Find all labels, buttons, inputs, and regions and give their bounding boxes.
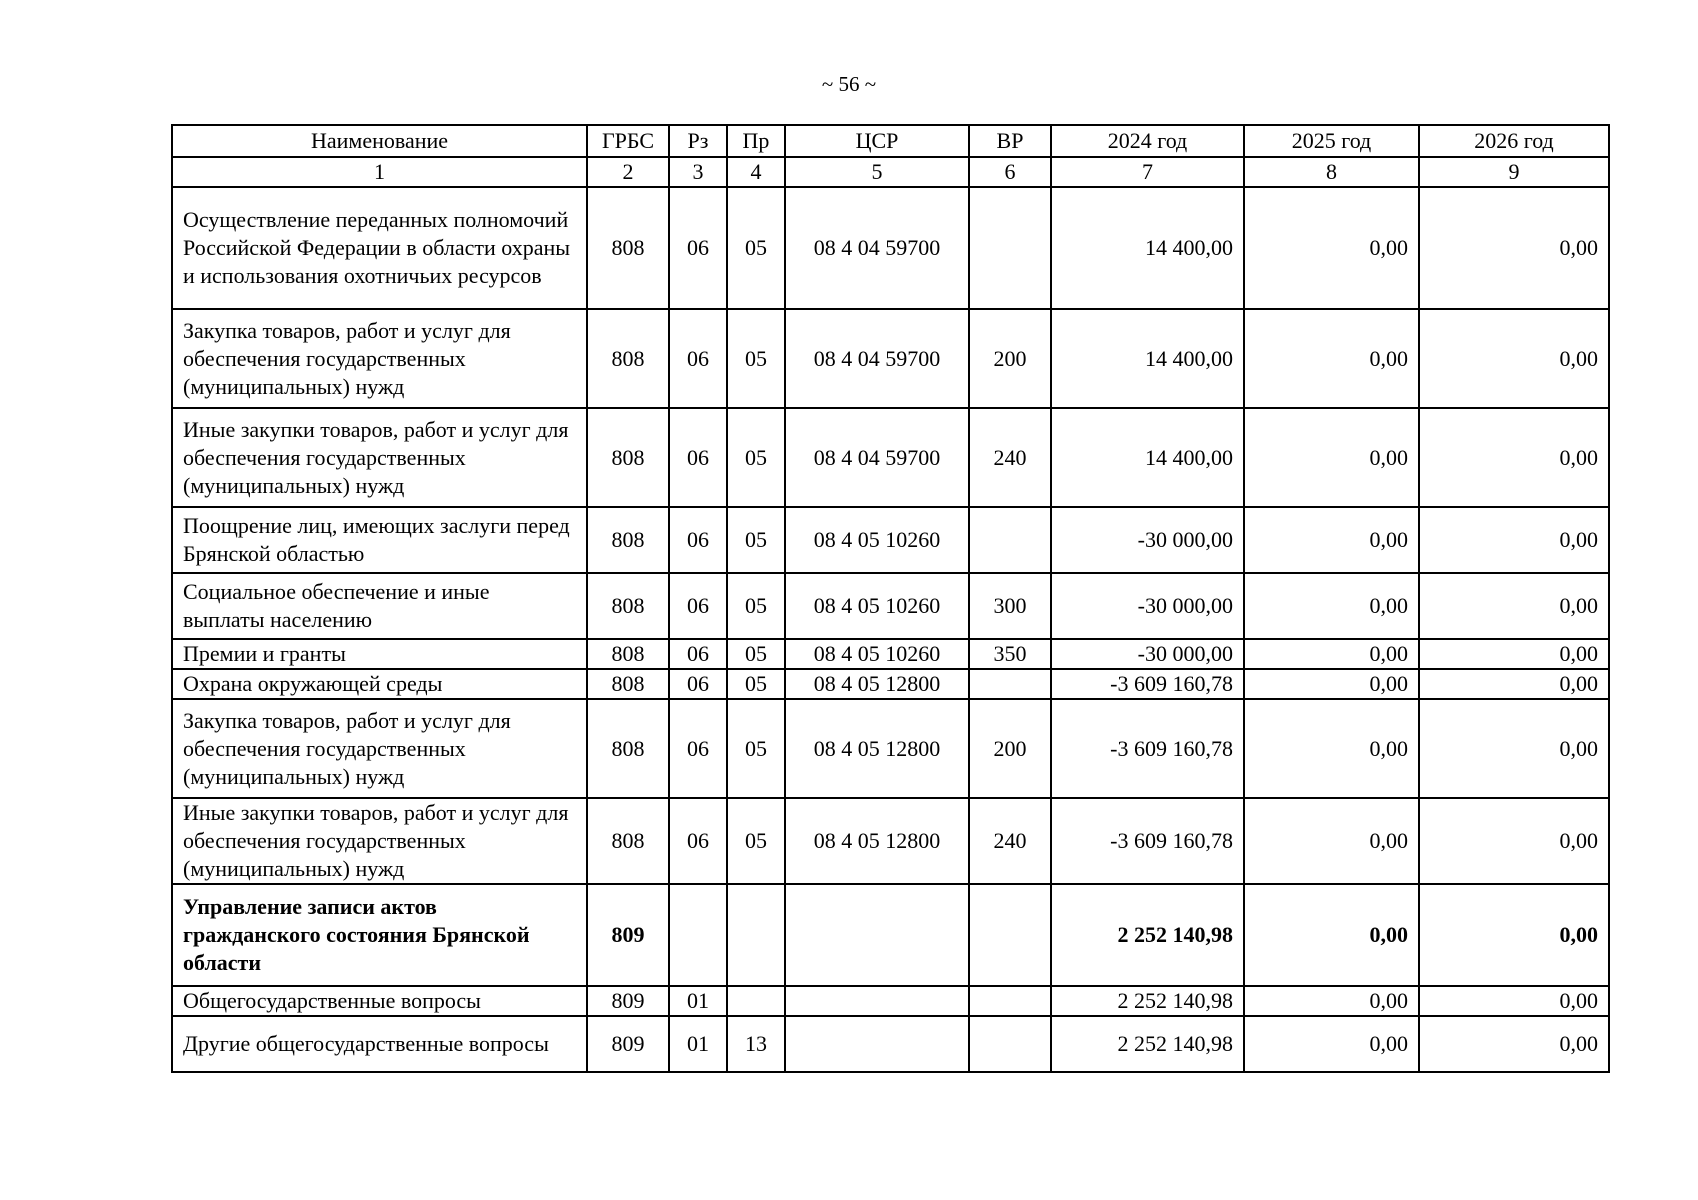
column-header: Наименование: [172, 125, 587, 157]
table-row: [172, 699, 1609, 798]
column-number: 3: [669, 157, 727, 187]
cell-2025: 0,00: [1244, 699, 1419, 798]
column-header: Пр: [727, 125, 785, 157]
cell-2026: 0,00: [1419, 187, 1609, 309]
cell-csr: 08 4 05 12800: [785, 669, 969, 699]
cell-2026: 0,00: [1419, 986, 1609, 1016]
cell-name: Осуществление переданных полномочий Российской Федерации в области охраны и использования охотничьих ресурсов: [172, 187, 587, 309]
header-row: [172, 125, 1609, 157]
cell-pr: 05: [727, 798, 785, 884]
column-number-row: [172, 157, 1609, 187]
table-row: [172, 309, 1609, 408]
cell-grbs: 809: [587, 884, 669, 986]
cell-2024: 14 400,00: [1051, 187, 1244, 309]
cell-2025: 0,00: [1244, 573, 1419, 639]
cell-csr: 08 4 05 10260: [785, 507, 969, 573]
cell-vr: 300: [969, 573, 1051, 639]
cell-vr: 200: [969, 309, 1051, 408]
column-number: 1: [172, 157, 587, 187]
column-header: 2026 год: [1419, 125, 1609, 157]
column-number: 5: [785, 157, 969, 187]
cell-2024: -30 000,00: [1051, 573, 1244, 639]
cell-name: Премии и гранты: [172, 639, 587, 669]
cell-rz: 06: [669, 573, 727, 639]
cell-name: Другие общегосударственные вопросы: [172, 1016, 587, 1072]
cell-2024: -3 609 160,78: [1051, 699, 1244, 798]
cell-vr: [969, 1016, 1051, 1072]
cell-pr: 05: [727, 507, 785, 573]
cell-name: Иные закупки товаров, работ и услуг для обеспечения государственных (муниципальных) нужд: [172, 408, 587, 507]
cell-vr: 200: [969, 699, 1051, 798]
cell-2026: 0,00: [1419, 669, 1609, 699]
cell-rz: 06: [669, 699, 727, 798]
cell-2024: -3 609 160,78: [1051, 669, 1244, 699]
column-number: 2: [587, 157, 669, 187]
cell-vr: [969, 187, 1051, 309]
cell-2025: 0,00: [1244, 986, 1419, 1016]
cell-2026: 0,00: [1419, 573, 1609, 639]
cell-rz: 01: [669, 1016, 727, 1072]
column-number: 9: [1419, 157, 1609, 187]
cell-vr: 350: [969, 639, 1051, 669]
cell-rz: 06: [669, 507, 727, 573]
cell-2024: 14 400,00: [1051, 309, 1244, 408]
cell-2026: 0,00: [1419, 408, 1609, 507]
cell-2025: 0,00: [1244, 798, 1419, 884]
table-row: [172, 669, 1609, 699]
cell-2026: 0,00: [1419, 639, 1609, 669]
cell-grbs: 808: [587, 639, 669, 669]
column-number: 4: [727, 157, 785, 187]
cell-grbs: 809: [587, 986, 669, 1016]
table-row: [172, 573, 1609, 639]
cell-2024: 2 252 140,98: [1051, 986, 1244, 1016]
cell-grbs: 808: [587, 699, 669, 798]
cell-2024: -30 000,00: [1051, 507, 1244, 573]
column-header: ЦСР: [785, 125, 969, 157]
cell-csr: 08 4 05 10260: [785, 639, 969, 669]
budget-table: [171, 124, 1610, 1073]
cell-csr: 08 4 05 12800: [785, 798, 969, 884]
cell-grbs: 808: [587, 187, 669, 309]
cell-grbs: 808: [587, 309, 669, 408]
cell-2024: -3 609 160,78: [1051, 798, 1244, 884]
cell-rz: 06: [669, 669, 727, 699]
cell-2026: 0,00: [1419, 309, 1609, 408]
cell-pr: 05: [727, 309, 785, 408]
cell-csr: [785, 1016, 969, 1072]
cell-2024: 14 400,00: [1051, 408, 1244, 507]
cell-pr: 05: [727, 669, 785, 699]
table-row: [172, 408, 1609, 507]
table-row: [172, 187, 1609, 309]
cell-2025: 0,00: [1244, 639, 1419, 669]
cell-2025: 0,00: [1244, 187, 1419, 309]
cell-name: Закупка товаров, работ и услуг для обеспечения государственных (муниципальных) нужд: [172, 699, 587, 798]
column-number: 7: [1051, 157, 1244, 187]
cell-name: Охрана окружающей среды: [172, 669, 587, 699]
cell-rz: 01: [669, 986, 727, 1016]
cell-grbs: 808: [587, 573, 669, 639]
cell-name: Иные закупки товаров, работ и услуг для обеспечения государственных (муниципальных) нужд: [172, 798, 587, 884]
cell-name: Закупка товаров, работ и услуг для обеспечения государственных (муниципальных) нужд: [172, 309, 587, 408]
cell-2025: 0,00: [1244, 884, 1419, 986]
table-row: [172, 884, 1609, 986]
cell-grbs: 808: [587, 408, 669, 507]
cell-name: Поощрение лиц, имеющих заслуги перед Брянской областью: [172, 507, 587, 573]
cell-2025: 0,00: [1244, 669, 1419, 699]
cell-2025: 0,00: [1244, 507, 1419, 573]
column-header: 2024 год: [1051, 125, 1244, 157]
table-row: [172, 1016, 1609, 1072]
cell-name: Управление записи актов гражданского состояния Брянской области: [172, 884, 587, 986]
cell-csr: 08 4 05 10260: [785, 573, 969, 639]
column-header: Рз: [669, 125, 727, 157]
cell-2025: 0,00: [1244, 309, 1419, 408]
cell-rz: 06: [669, 639, 727, 669]
cell-name: Социальное обеспечение и иные выплаты населению: [172, 573, 587, 639]
cell-2026: 0,00: [1419, 884, 1609, 986]
cell-2024: 2 252 140,98: [1051, 884, 1244, 986]
cell-rz: 06: [669, 309, 727, 408]
cell-vr: [969, 669, 1051, 699]
cell-grbs: 808: [587, 798, 669, 884]
table-row: [172, 798, 1609, 884]
table-body: [172, 187, 1609, 1072]
cell-pr: 05: [727, 408, 785, 507]
column-number: 6: [969, 157, 1051, 187]
cell-pr: 13: [727, 1016, 785, 1072]
cell-pr: 05: [727, 699, 785, 798]
cell-pr: 05: [727, 573, 785, 639]
cell-csr: [785, 884, 969, 986]
cell-grbs: 809: [587, 1016, 669, 1072]
cell-rz: 06: [669, 798, 727, 884]
cell-rz: [669, 884, 727, 986]
cell-vr: 240: [969, 798, 1051, 884]
cell-pr: 05: [727, 639, 785, 669]
cell-vr: [969, 884, 1051, 986]
table-row: [172, 986, 1609, 1016]
cell-pr: [727, 986, 785, 1016]
cell-csr: 08 4 04 59700: [785, 408, 969, 507]
cell-vr: 240: [969, 408, 1051, 507]
cell-name: Общегосударственные вопросы: [172, 986, 587, 1016]
cell-rz: 06: [669, 408, 727, 507]
cell-grbs: 808: [587, 507, 669, 573]
cell-2024: -30 000,00: [1051, 639, 1244, 669]
page-number: ~ 56 ~: [821, 72, 877, 96]
cell-csr: 08 4 04 59700: [785, 187, 969, 309]
cell-csr: 08 4 05 12800: [785, 699, 969, 798]
cell-csr: [785, 986, 969, 1016]
cell-vr: [969, 507, 1051, 573]
cell-csr: 08 4 04 59700: [785, 309, 969, 408]
cell-2024: 2 252 140,98: [1051, 1016, 1244, 1072]
cell-2026: 0,00: [1419, 798, 1609, 884]
column-header: 2025 год: [1244, 125, 1419, 157]
cell-2025: 0,00: [1244, 1016, 1419, 1072]
cell-pr: 05: [727, 187, 785, 309]
column-header: ГРБС: [587, 125, 669, 157]
cell-pr: [727, 884, 785, 986]
cell-2026: 0,00: [1419, 1016, 1609, 1072]
column-number: 8: [1244, 157, 1419, 187]
cell-rz: 06: [669, 187, 727, 309]
column-header: ВР: [969, 125, 1051, 157]
table-row: [172, 507, 1609, 573]
cell-vr: [969, 986, 1051, 1016]
cell-2026: 0,00: [1419, 507, 1609, 573]
cell-grbs: 808: [587, 669, 669, 699]
cell-2026: 0,00: [1419, 699, 1609, 798]
table-row: [172, 639, 1609, 669]
cell-2025: 0,00: [1244, 408, 1419, 507]
